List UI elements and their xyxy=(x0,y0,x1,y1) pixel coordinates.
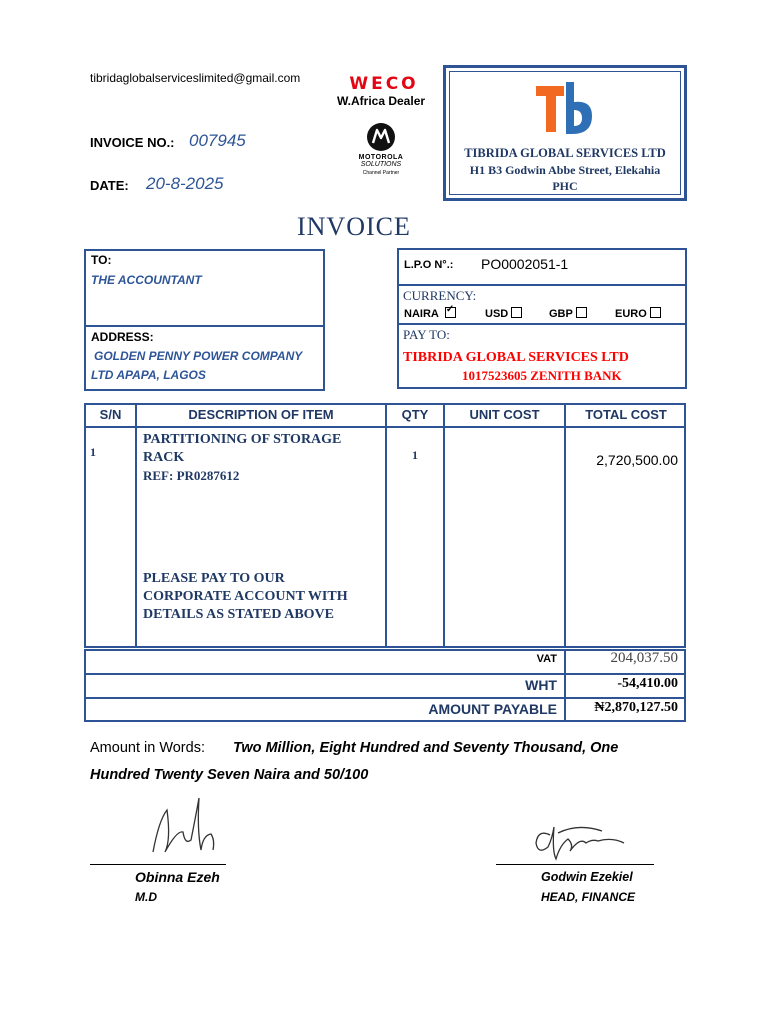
currency-usd-checkbox[interactable] xyxy=(511,307,522,318)
header-sn: S/N xyxy=(99,407,122,422)
totals-divider-1 xyxy=(84,673,686,675)
payment-note-line2: CORPORATE ACCOUNT WITH xyxy=(143,589,348,604)
company-address-line1: H1 B3 Godwin Abbe Street, Elekahia xyxy=(469,163,661,177)
invoice-no: 007945 xyxy=(189,131,246,150)
invoice-no-label: INVOICE NO.: xyxy=(90,135,175,150)
col-divider-3 xyxy=(443,403,445,648)
weco-caption: W.Africa Dealer xyxy=(337,94,426,108)
signature-line-md xyxy=(90,864,226,865)
pay-to-label: PAY TO: xyxy=(403,327,450,342)
address-line1: GOLDEN PENNY POWER COMPANY xyxy=(94,349,303,363)
wht-value: -54,410.00 xyxy=(617,676,678,691)
row-reference: REF: PR0287612 xyxy=(143,468,240,483)
currency-euro-label: EURO xyxy=(615,308,647,320)
currency-euro-checkbox[interactable] xyxy=(650,307,661,318)
company-address-line2: PHC xyxy=(552,179,578,193)
currency-usd[interactable] xyxy=(485,307,522,320)
lpo-label: L.P.O N°.: xyxy=(404,259,454,271)
signatory-name-finance: Godwin Ezekiel xyxy=(541,870,633,884)
pay-to-name: TIBRIDA GLOBAL SERVICES LTD xyxy=(403,350,629,365)
email-address: tibridaglobalserviceslimited@gmail.com xyxy=(90,71,301,85)
signature-line-finance xyxy=(496,864,654,865)
invoice-date: 20-8-2025 xyxy=(146,174,224,193)
motorola-partner: Channel Partner xyxy=(362,170,400,176)
to-box xyxy=(84,249,325,327)
amount-payable-value: ₦2,870,127.50 xyxy=(594,700,678,715)
lpo-box xyxy=(397,248,687,286)
totals-divider-2 xyxy=(84,697,686,699)
motorola-sub: SOLUTIONS xyxy=(360,161,402,168)
signatory-title-md: M.D xyxy=(135,890,157,904)
lpo-value: PO0002051-1 xyxy=(481,256,569,272)
currency-box xyxy=(397,284,687,325)
row-sn: 1 xyxy=(90,445,96,459)
row-description-line2: RACK xyxy=(143,450,185,465)
amount-payable-label: AMOUNT PAYABLE xyxy=(428,701,557,717)
weco-logo xyxy=(345,76,423,93)
currency-label: CURRENCY: xyxy=(403,288,477,303)
motorola-brand: MOTOROLA xyxy=(358,154,404,161)
vat-value: 204,037.50 xyxy=(610,650,678,666)
payment-note-line1: PLEASE PAY TO OUR xyxy=(143,571,285,586)
company-logo-icon xyxy=(530,74,600,144)
company-box xyxy=(443,65,687,201)
weco-logo-text: WECO xyxy=(349,74,419,94)
invoice-title: INVOICE xyxy=(297,212,411,241)
address-box xyxy=(84,325,325,391)
signatory-title-finance: HEAD, FINANCE xyxy=(541,890,636,904)
amount-in-words-label: Amount in Words: xyxy=(90,740,205,756)
col-divider-1 xyxy=(135,403,137,648)
wht-label: WHT xyxy=(525,677,557,693)
payment-note-line3: DETAILS AS STATED ABOVE xyxy=(143,607,335,622)
currency-gbp-checkbox[interactable] xyxy=(576,307,587,318)
signature-md-icon xyxy=(145,790,225,860)
header-unit-cost: UNIT COST xyxy=(469,407,540,422)
vat-label: VAT xyxy=(536,653,557,665)
currency-gbp[interactable] xyxy=(549,307,587,320)
date-label: DATE: xyxy=(90,178,129,193)
address-line2: LTD APAPA, LAGOS xyxy=(91,368,206,382)
col-divider-4 xyxy=(564,403,566,648)
amount-in-words-line2: Hundred Twenty Seven Naira and 50/100 xyxy=(90,767,369,783)
header-description: DESCRIPTION OF ITEM xyxy=(188,407,334,422)
signature-finance-icon xyxy=(528,815,628,865)
currency-euro[interactable] xyxy=(615,307,661,320)
row-description-line1: PARTITIONING OF STORAGE xyxy=(143,432,342,447)
row-total-cost: 2,720,500.00 xyxy=(596,452,678,468)
currency-naira[interactable] xyxy=(404,307,456,320)
col-divider-2 xyxy=(385,403,387,648)
header-total-cost: TOTAL COST xyxy=(585,407,667,422)
currency-usd-label: USD xyxy=(485,308,509,320)
amount-in-words-line1: Two Million, Eight Hundred and Seventy Thousand, One xyxy=(233,740,619,756)
currency-naira-label: NAIRA xyxy=(404,308,439,320)
motorola-m-icon xyxy=(366,122,396,152)
to-value: THE ACCOUNTANT xyxy=(91,273,202,287)
currency-gbp-label: GBP xyxy=(549,308,573,320)
pay-to-box xyxy=(397,323,687,389)
company-name: TIBRIDA GLOBAL SERVICES LTD xyxy=(464,146,666,160)
motorola-logo xyxy=(350,122,412,177)
currency-naira-checkbox[interactable] xyxy=(445,307,456,318)
header-qty: QTY xyxy=(401,407,429,422)
address-label: ADDRESS: xyxy=(91,330,154,344)
pay-to-account: 1017523605 ZENITH BANK xyxy=(462,368,622,383)
row-qty: 1 xyxy=(412,448,418,462)
signatory-name-md: Obinna Ezeh xyxy=(135,869,220,885)
to-label: TO: xyxy=(91,253,112,267)
